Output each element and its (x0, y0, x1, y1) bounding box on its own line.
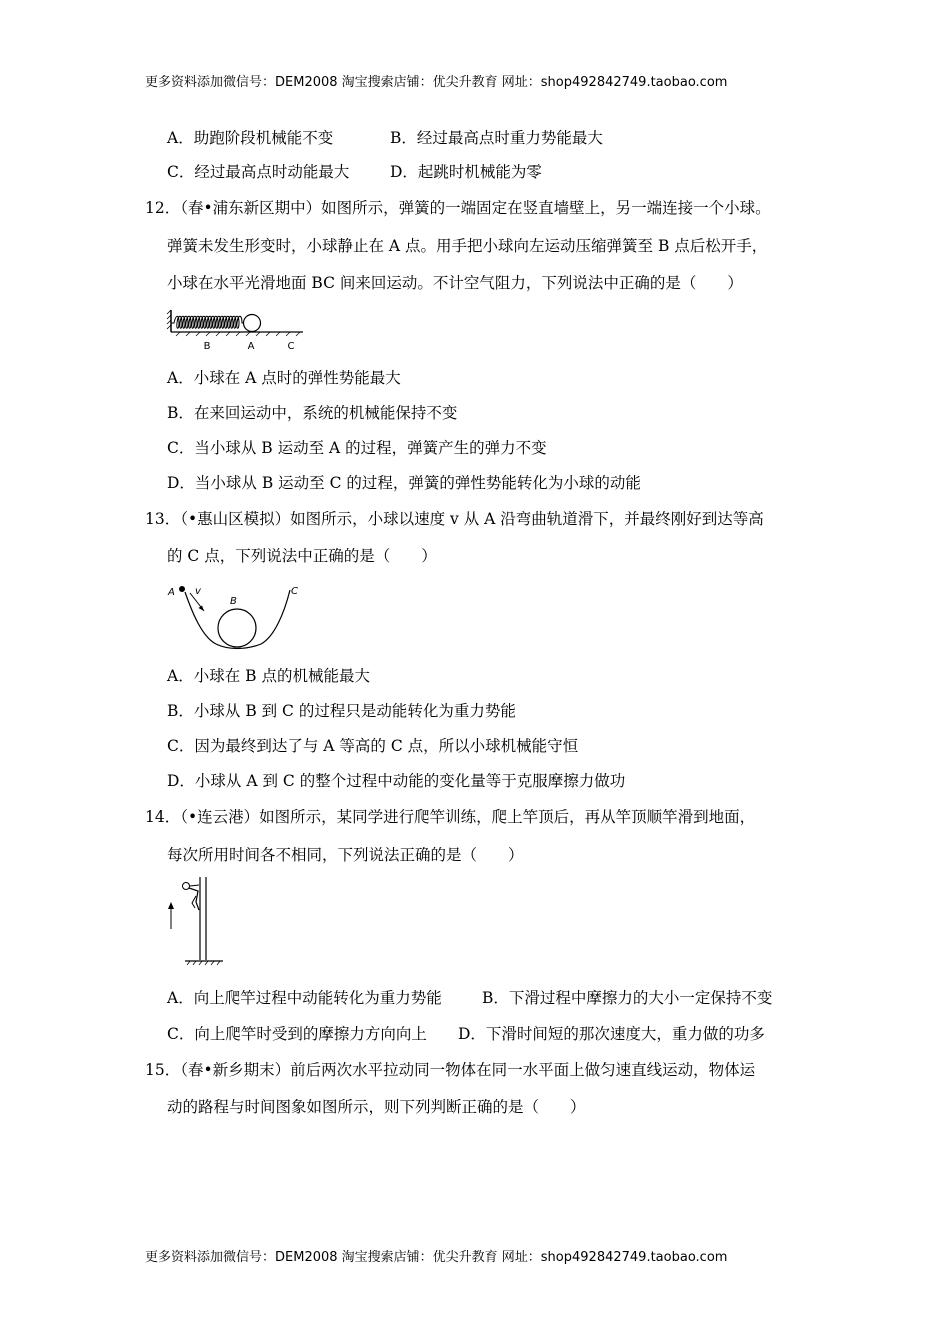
q13-option-c: C．因为最终到达了与 A 等高的 C 点，所以小球机械能守恒 (167, 737, 579, 755)
q15-stem-line1: 15．（春•新乡期末）前后两次水平拉动同一物体在同一水平面上做匀速直线运动，物体运 (145, 1061, 756, 1079)
label-c: C (287, 341, 295, 352)
wall (167, 310, 171, 332)
label-b: B (203, 341, 211, 352)
climber (183, 883, 200, 911)
q14-option-c: C．向上爬竿时受到的摩擦力方向向上 (167, 1025, 427, 1043)
ground (185, 961, 223, 965)
q14-option-d: D．下滑时间短的那次速度大，重力做的功多 (458, 1025, 765, 1043)
q13-option-b: B．小球从 B 到 C 的过程只是动能转化为重力势能 (167, 702, 516, 720)
pole-climbing-figure (163, 874, 233, 970)
q13-option-a: A．小球在 B 点的机械能最大 (167, 667, 370, 685)
spring (171, 316, 244, 328)
q13-stem-line1: 13．（•惠山区模拟）如图所示，小球以速度 v 从 A 沿弯曲轨道滑下，并最终刚好到达等高 (145, 510, 764, 528)
ball (244, 315, 261, 332)
q14-option-b: B．下滑过程中摩擦力的大小一定保持不变 (482, 989, 773, 1007)
page-footer: 更多资料添加微信号：DEM2008 淘宝搜索店铺：优尖升教育 网址：shop492842749.taobao.com (145, 1250, 728, 1265)
q11-option-b: B．经过最高点时重力势能最大 (390, 129, 603, 147)
q12-stem-line1: 12．（春•浦东新区期中）如图所示，弹簧的一端固定在竖直墙壁上，另一端连接一个小球。 (145, 199, 771, 217)
loop (218, 609, 256, 647)
q12-option-c: C．当小球从 B 运动至 A 的过程，弹簧产生的弹力不变 (167, 439, 547, 457)
label-v: v (195, 586, 201, 597)
pole (200, 877, 206, 960)
q13-option-d: D．小球从 A 到 C 的整个过程中动能的变化量等于克服摩擦力做功 (167, 772, 626, 790)
track (185, 590, 290, 649)
page-header: 更多资料添加微信号：DEM2008 淘宝搜索店铺：优尖升教育 网址：shop492842749.taobao.com (145, 75, 728, 90)
ground (171, 332, 303, 336)
q13-stem-line2: 的 C 点，下列说法中正确的是（ ） (167, 547, 437, 565)
q12-option-a: A．小球在 A 点时的弹性势能最大 (167, 369, 401, 387)
q15-stem-line2: 动的路程与时间图象如图所示，则下列判断正确的是（ ） (167, 1098, 586, 1116)
q12-stem-line2: 弹簧未发生形变时，小球静止在 A 点。用手把小球向左运动压缩弹簧至 B 点后松开手， (167, 237, 768, 255)
q11-option-a: A．助跑阶段机械能不变 (167, 129, 334, 147)
label-c: C (291, 586, 298, 597)
q14-stem-line2: 每次所用时间各不相同，下列说法正确的是（ ） (167, 846, 524, 864)
q12-option-d: D．当小球从 B 运动至 C 的过程，弹簧的弹性势能转化为小球的动能 (167, 474, 641, 492)
spring-ball-figure (166, 306, 306, 352)
q14-stem-line1: 14．（•连云港）如图所示，某同学进行爬竿训练，爬上竿顶后，再从竿顶顺竿滑到地面， (145, 808, 756, 826)
q14-option-a: A．向上爬竿过程中动能转化为重力势能 (167, 989, 442, 1007)
up-arrow (168, 902, 174, 929)
q11-option-c: C．经过最高点时动能最大 (167, 163, 350, 181)
ball (179, 586, 185, 592)
curved-track-figure (166, 582, 306, 656)
q12-stem-line3: 小球在水平光滑地面 BC 间来回运动。不计空气阻力，下列说法中正确的是（ ） (167, 274, 743, 292)
label-b: B (230, 596, 237, 607)
label-a: A (168, 587, 175, 598)
q12-option-b: B．在来回运动中，系统的机械能保持不变 (167, 404, 458, 422)
q11-option-d: D．起跳时机械能为零 (390, 163, 542, 181)
label-a: A (247, 341, 255, 352)
